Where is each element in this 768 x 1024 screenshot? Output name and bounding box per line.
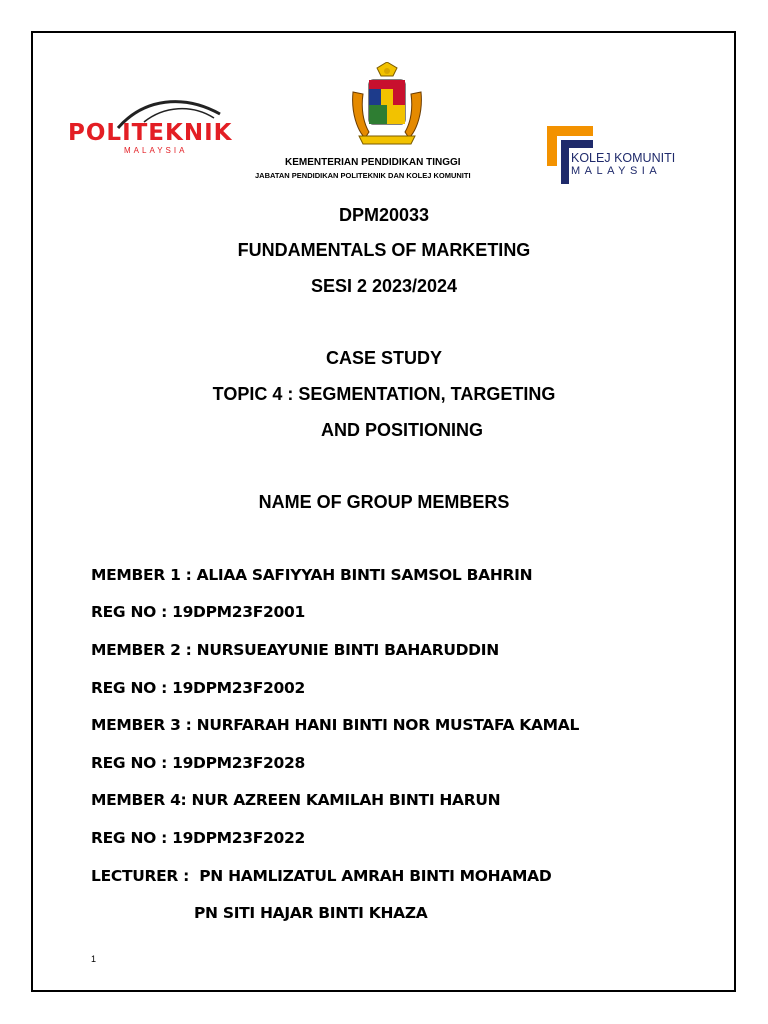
lecturer-line-1: LECTURER : PN HAMLIZATUL AMRAH BINTI MOHAMAD [91, 867, 552, 885]
member-3-reg: REG NO : 19DPM23F2028 [91, 754, 306, 772]
kolej-komuniti-name: KOLEJ KOMUNITI [571, 151, 676, 165]
case-study-title: CASE STUDY [325, 348, 442, 368]
member-2-name: MEMBER 2 : NURSUEAYUNIE BINTI BAHARUDDIN [91, 641, 499, 659]
member-3-name: MEMBER 3 : NURFARAH HANI BINTI NOR MUSTAFA KAMAL [91, 716, 580, 734]
kolej-komuniti-mark-top-icon [547, 126, 593, 150]
member-1-name: MEMBER 1 : ALIAA SAFIYYAH BINTI SAMSOL BAHRIN [91, 566, 533, 584]
topic-line-2: AND POSITIONING [320, 420, 483, 440]
member-2-reg: REG NO : 19DPM23F2002 [91, 679, 306, 697]
lecturer-line-2: PN SITI HAJAR BINTI KHAZA [194, 904, 428, 922]
kolej-komuniti-logo [547, 126, 687, 184]
politeknik-subtitle: MALAYSIA [124, 146, 188, 155]
kpt-logo [255, 62, 517, 182]
politeknik-logo [68, 92, 248, 155]
member-4-name: MEMBER 4: NUR AZREEN KAMILAH BINTI HARUN [91, 791, 501, 809]
session: SESI 2 2023/2024 [310, 276, 458, 296]
kolej-komuniti-country: MALAYSIA [571, 165, 662, 177]
department-name: JABATAN PENDIDIKAN POLITEKNIK DAN KOLEJ KOMUNITI [255, 171, 471, 180]
page-number: 1 [91, 954, 97, 964]
course-name: FUNDAMENTALS OF MARKETING [237, 240, 531, 260]
member-4-reg: REG NO : 19DPM23F2022 [91, 829, 306, 847]
politeknik-wordmark: POLITEKNIK [68, 120, 233, 146]
member-1-reg: REG NO : 19DPM23F2001 [91, 603, 306, 621]
course-code: DPM20033 [338, 205, 430, 225]
coat-of-arms-icon [347, 62, 427, 150]
ministry-name: KEMENTERIAN PENDIDIKAN TINGGI [285, 157, 461, 168]
topic-line-1: TOPIC 4 : SEGMENTATION, TARGETING [212, 384, 556, 404]
group-members-heading: NAME OF GROUP MEMBERS [258, 492, 510, 512]
